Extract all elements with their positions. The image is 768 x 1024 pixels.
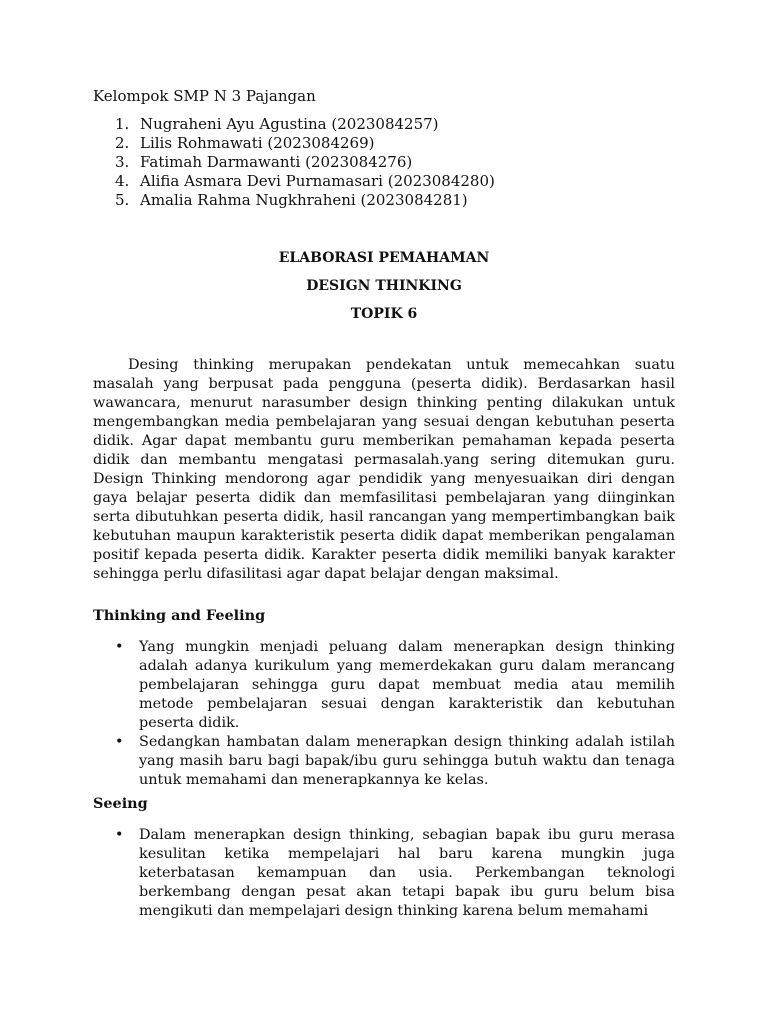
- member-name: Lilis Rohmawati (2023084269): [140, 134, 375, 152]
- list-item: [115, 153, 495, 172]
- section-heading-thinking: Thinking and Feeling: [93, 607, 266, 624]
- member-list: [115, 115, 495, 210]
- bullet-text: Sedangkan hambatan dalam menerapkan design thinking adalah istilah yang masih baru bagi bapak/ibu guru sehingga butuh waktu dan tenaga untuk memahami dan menerapkannya ke kelas.: [139, 734, 675, 788]
- section-heading-seeing: Seeing: [93, 795, 148, 812]
- title-sub: DESIGN THINKING: [306, 278, 462, 294]
- list-item: [115, 638, 675, 733]
- intro-paragraph: Desing thinking merupakan pendekatan untuk memecahkan suatu masalah yang berpusat pada pengguna (peserta didik). Berdasarkan hasil wawancara, menurut narasumber design thinking penting dilakukan untuk mengembangkan media pembelajaran yang sesuai dengan kebutuhan peserta didik. Agar dapat membantu guru memberikan pemahaman kepada peserta didik dan membantu mengatasi permasalah.yang sering ditemukan guru. Design Thinking mendorong agar pendidik yang menyesuaikan diri dengan gaya belajar peserta didik dan memfasilitasi pembelajaran yang diinginkan serta dibutuhkan peserta didik, hasil rancangan yang mempertimbangkan baik kebutuhan maupun karakteristik peserta didik dapat memberikan pengalaman positif kepada peserta didik. Karakter peserta didik memiliki banyak karakter sehingga perlu difasilitasi agar dapat belajar dengan maksimal.: [93, 357, 675, 582]
- list-item: [115, 115, 495, 134]
- list-number: 3.: [115, 153, 130, 171]
- list-item: [115, 191, 495, 210]
- document-titles: [0, 244, 768, 328]
- list-number: 2.: [115, 134, 130, 152]
- list-item: [115, 733, 675, 790]
- list-number: 4.: [115, 172, 130, 190]
- bullet-icon: •: [115, 827, 124, 843]
- member-name: Fatimah Darmawanti (2023084276): [140, 153, 413, 171]
- member-name: Amalia Rahma Nugkhraheni (2023084281): [140, 191, 468, 209]
- thinking-bullets: [115, 638, 675, 790]
- member-name: Nugraheni Ayu Agustina (2023084257): [140, 115, 439, 133]
- member-name: Alifia Asmara Devi Purnamasari (2023084280): [140, 172, 495, 190]
- list-number: 5.: [115, 191, 130, 209]
- list-item: [115, 172, 495, 191]
- bullet-text: Yang mungkin menjadi peluang dalam menerapkan design thinking adalah adanya kurikulum yang memerdekakan guru dalam merancang pembelajaran sehingga guru dapat membuat media atau memilih metode pembelajaran sesuai dengan karakteristik dan kebutuhan peserta didik.: [139, 639, 675, 731]
- group-title: Kelompok SMP N 3 Pajangan: [93, 87, 316, 105]
- bullet-text: Dalam menerapkan design thinking, sebagian bapak ibu guru merasa kesulitan ketika mempelajari hal baru karena mungkin juga keterbatasan kemampuan dan usia. Perkembangan teknologi berkembang dengan pesat akan tetapi bapak ibu guru belum bisa mengikuti dan mempelajari design thinking karena belum memahami: [139, 827, 675, 919]
- bullet-icon: •: [115, 639, 124, 655]
- title-topic: TOPIK 6: [350, 306, 418, 322]
- list-number: 1.: [115, 115, 130, 133]
- list-item: [115, 826, 675, 921]
- title-main: ELABORASI PEMAHAMAN: [278, 250, 490, 266]
- list-item: [115, 134, 495, 153]
- bullet-icon: •: [115, 734, 124, 750]
- seeing-bullets: [115, 826, 675, 921]
